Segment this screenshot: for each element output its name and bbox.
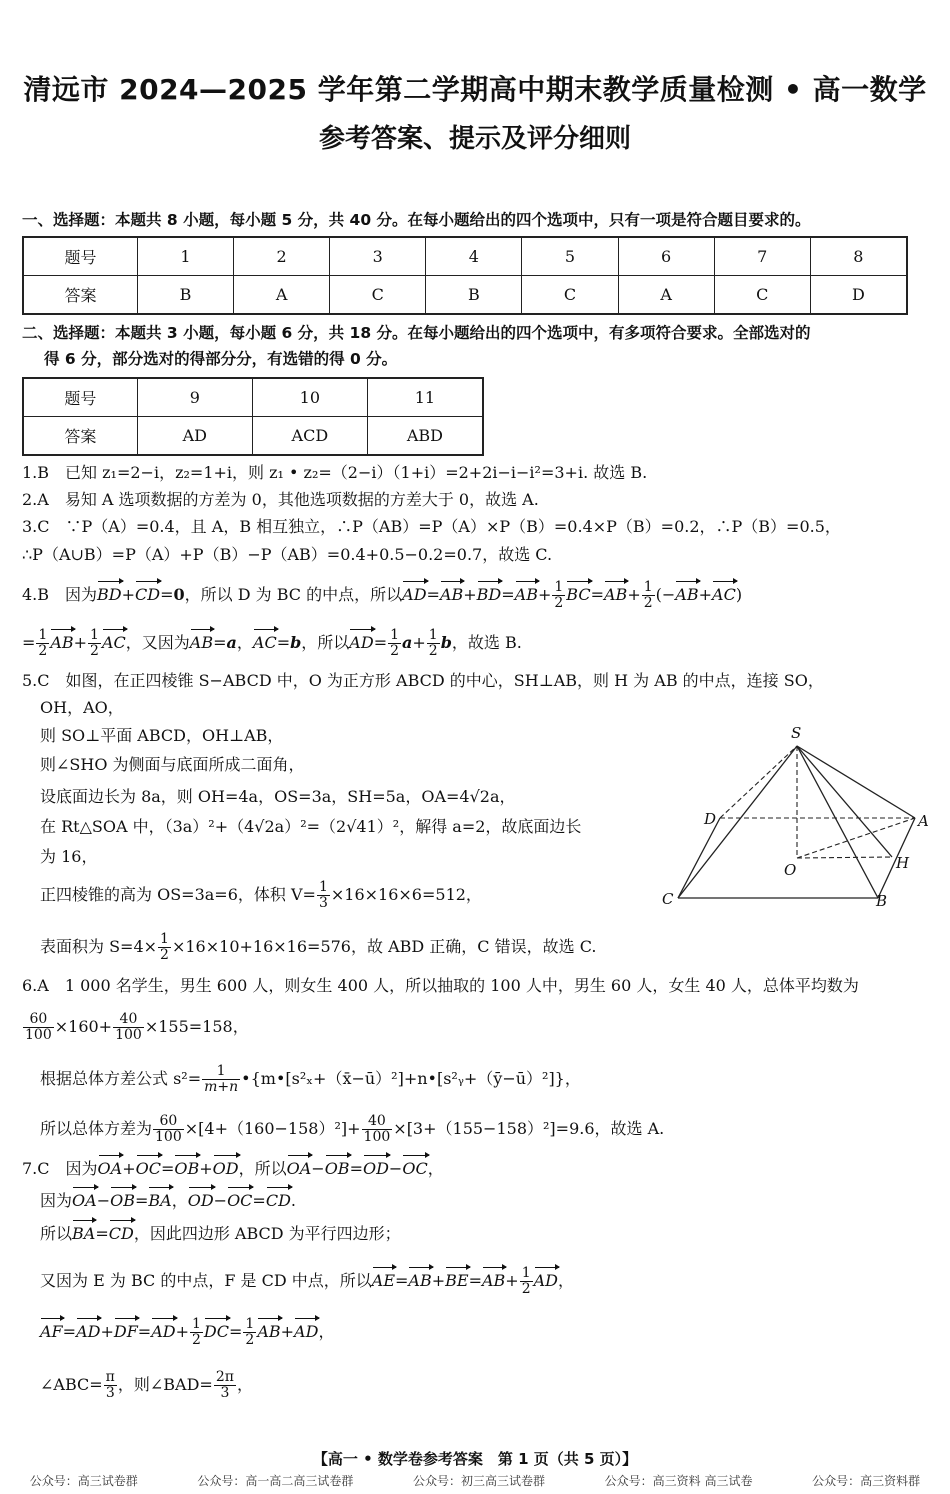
watermark-row [0, 1472, 950, 1489]
solution-5-line1: 5.C 如图，在正四棱锥 S−ABCD 中，O 为正方形 ABCD 的中心，SH⊥AB，则 H 为 AB 的中点，连接 SO， [22, 671, 824, 690]
table-row [23, 276, 907, 315]
table-cell: 答案 [23, 276, 137, 315]
table-cell: A [618, 276, 714, 315]
table-cell: 3 [330, 237, 426, 276]
table-cell: 答案 [23, 417, 137, 456]
watermark: 公众号：初三高三试卷群 [413, 1474, 546, 1488]
label-h: H [896, 854, 910, 872]
solution-1: 1.B 已知 z₁=2−i，z₂=1+i，则 z₁ • z₂=（2−i）（1+i）=2+2i−i−i²=3+i. 故选 B. [22, 463, 648, 482]
table-cell: 7 [714, 237, 810, 276]
table-row [23, 237, 907, 276]
table-cell: C [330, 276, 426, 315]
solution-7-line5: AF=AD+DF=AD+ $\frac{1}{2}$ DC= $\frac{1}{2}$ AB+AD， [40, 1316, 335, 1348]
solution-3-line2: ∴P（A∪B）=P（A）+P（B）−P（AB）=0.4+0.5−0.2=0.7，故选 C. [22, 545, 553, 564]
solution-3-line1: 3.C ∵P（A）=0.4，且 A，B 相互独立，∴P（AB）=P（A）×P（B）=0.4×P（B）=0.2，∴P（B）=0.5， [22, 517, 841, 536]
answer-table-2 [22, 377, 484, 456]
document-title: 清远市 2024—2025 学年第二学期高中期末教学质量检测 • 高一数学 [23, 73, 927, 106]
pyramid-figure [660, 720, 935, 910]
label-d: D [704, 810, 717, 828]
table-cell: ACD [252, 417, 367, 456]
solution-5-line9: 表面积为 S=4× $\frac{1}{2}$ ×16×10+16×16=576，故 ABD 正确，C 错误，故选 C. [40, 931, 597, 963]
solution-5-line2: OH，AO， [40, 698, 124, 717]
watermark: 公众号：高三资料 高三试卷 [604, 1474, 753, 1488]
table-cell: 4 [426, 237, 522, 276]
answer-table-1 [22, 236, 908, 315]
table-cell: 6 [618, 237, 714, 276]
label-b: B [876, 892, 888, 910]
table-cell: D [810, 276, 907, 315]
page-footer: 【高一 • 数学卷参考答案 第 1 页（共 5 页）】 [312, 1450, 638, 1468]
solution-7-line3: 所以BA=CD，因此四边形 ABCD 为平行四边形； [40, 1222, 401, 1246]
table-cell: 题号 [23, 237, 137, 276]
table-cell: C [522, 276, 618, 315]
table-cell: 8 [810, 237, 907, 276]
section1-heading: 一、选择题：本题共 8 小题，每小题 5 分，共 40 分。在每小题给出的四个选项中，只有一项是符合题目要求的。 [22, 211, 811, 229]
table-row [23, 378, 483, 417]
table-cell: B [137, 276, 233, 315]
table-cell: 9 [137, 378, 252, 417]
solution-6-line4: 所以总体方差为 $\frac{60}{100}$ ×[4+（160−158）²]+ $\frac{40}{100}$ ×[3+（155−158）²]=9.6，故选 A. [40, 1113, 665, 1145]
solution-5-line6: 在 Rt△SOA 中，（3a）²+（4√2a）²=（2√41）²，解得 a=2，故底面边长 [40, 817, 582, 836]
solution-6-line3: 根据总体方差公式 s²= $\frac{1}{m+n}$ •{m•[s²ₓ+（x̄−ū）²]+n•[s²ᵧ+（ȳ−ū）²]}， [40, 1063, 581, 1095]
label-c: C [662, 890, 674, 908]
solution-7-line6: ∠ABC= $\frac{\pi}{3}$ ，则∠BAD= $\frac{2\pi}{3}$ ， [40, 1369, 253, 1401]
table-cell: 11 [367, 378, 483, 417]
solution-4-line1: 4.B 因为BD+CD=0，所以 D 为 BC 的中点，所以AD=AB+BD=AB+ $\frac{1}{2}$ BC=AB+ $\frac{1}{2}$ (−AB+AC) [22, 579, 743, 611]
solution-5-line8: 正四棱锥的高为 OS=3a=6，体积 V= $\frac{1}{3}$ ×16×16×6=512， [40, 879, 482, 911]
solution-5-line7: 为 16， [40, 847, 98, 866]
table-cell: 5 [522, 237, 618, 276]
table-cell: C [714, 276, 810, 315]
table-cell: A [234, 276, 330, 315]
table-cell: 1 [137, 237, 233, 276]
table-row [23, 417, 483, 456]
watermark: 公众号：高三资料群 [812, 1474, 921, 1488]
watermark: 公众号：高三试卷群 [29, 1474, 138, 1488]
label-s: S [791, 724, 802, 742]
label-a: A [918, 812, 929, 830]
solution-5-line4: 则∠SHO 为侧面与底面所成二面角， [40, 755, 305, 774]
solution-2: 2.A 易知 A 选项数据的方差为 0，其他选项数据的方差大于 0，故选 A. [22, 490, 539, 509]
label-o: O [784, 861, 797, 879]
solution-7-line2: 因为OA−OB=BA，OD−OC=CD. [40, 1189, 296, 1213]
solution-6-line1: 6.A 1 000 名学生，男生 600 人，则女生 400 人，所以抽取的 100 人中，男生 60 人，女生 40 人，总体平均数为 [22, 976, 859, 995]
table-cell: AD [137, 417, 252, 456]
table-cell: B [426, 276, 522, 315]
table-cell: 2 [234, 237, 330, 276]
solution-7-line1: 7.C 因为OA+OC=OB+OD，所以OA−OB=OD−OC， [22, 1157, 444, 1181]
solution-7-line4: 又因为 E 为 BC 的中点，F 是 CD 中点，所以AE=AB+BE=AB+ $\frac{1}{2}$ AD， [40, 1265, 575, 1297]
table-cell: ABD [367, 417, 483, 456]
document-subtitle: 参考答案、提示及评分细则 [318, 124, 631, 154]
solution-5-line3: 则 SO⊥平面 ABCD，OH⊥AB， [40, 726, 284, 745]
solution-4-line2: = $\frac{1}{2}$ AB+ $\frac{1}{2}$ AC，又因为AB=a，AC=b，所以AD= $\frac{1}{2}$ a+ $\frac{1}{2}$ b，故选 B. [22, 627, 522, 659]
section2-heading: 二、选择题：本题共 3 小题，每小题 6 分，共 18 分。在每小题给出的四个选项中，有多项符合要求。全部选对的 得 6 分，部分选对的得部分分，有选错的得 0 分。 [22, 324, 811, 368]
table-cell: 10 [252, 378, 367, 417]
watermark: 公众号：高一高二高三试卷群 [197, 1474, 354, 1488]
solution-6-line2: $\frac{60}{100}$ ×160+ $\frac{40}{100}$ ×155=158， [25, 1011, 249, 1043]
solution-5-line5: 设底面边长为 8a，则 OH=4a，OS=3a，SH=5a，OA=4√2a， [40, 787, 516, 806]
table-cell: 题号 [23, 378, 137, 417]
